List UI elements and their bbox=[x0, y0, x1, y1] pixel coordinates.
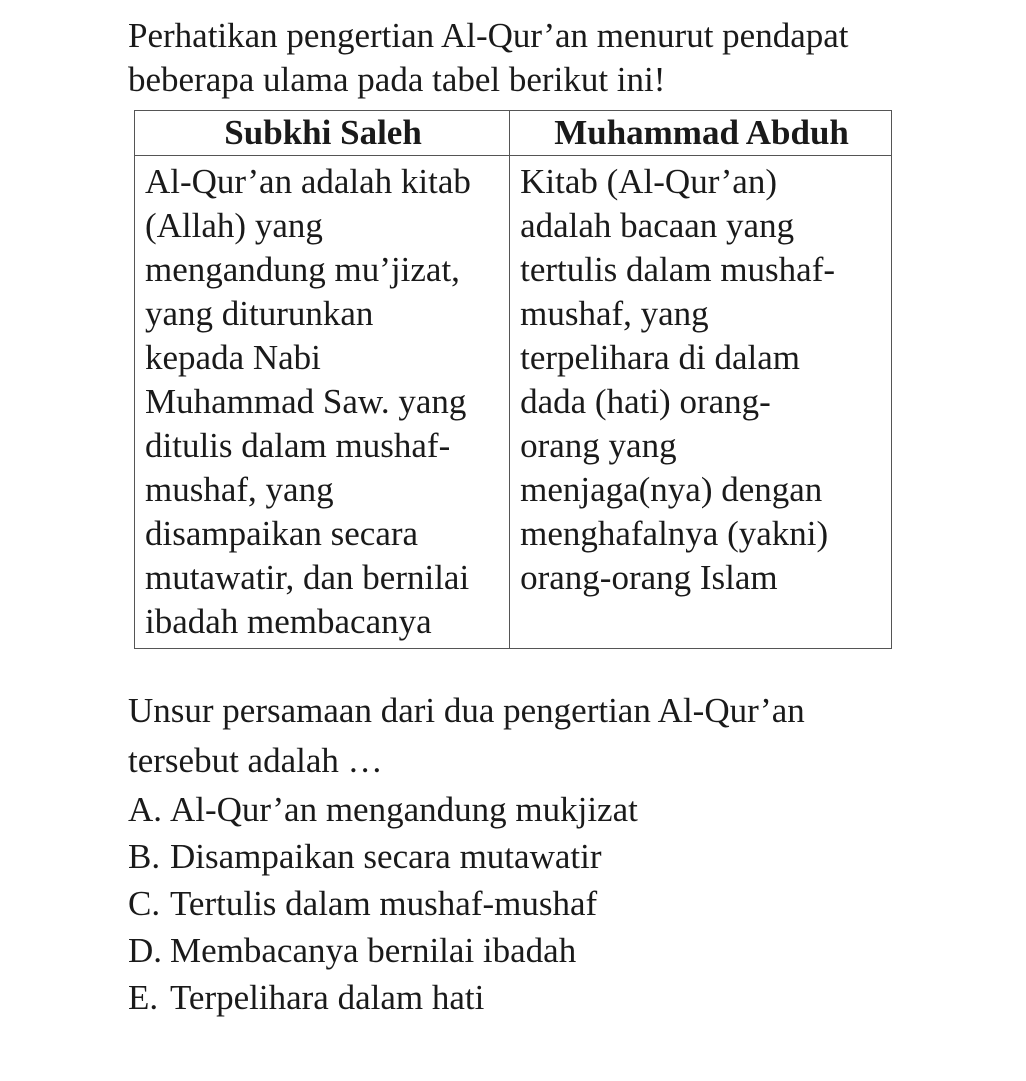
option-text: Tertulis dalam mushaf-mushaf bbox=[170, 884, 598, 923]
table-row bbox=[135, 156, 892, 649]
option-letter: B. bbox=[128, 837, 161, 876]
comparison-table bbox=[134, 110, 892, 649]
option-letter: C. bbox=[128, 884, 161, 923]
option-d bbox=[128, 927, 928, 974]
option-letter: E. bbox=[128, 978, 159, 1017]
definition-muhammad-abduh: Kitab (Al-Qur’an) adalah bacaan yang tertulis dalam mushaf- mushaf, yang terpelihara di dalam dada (hati) orang- orang yang menjaga(nya) dengan menghafalnya (yakni) orang-orang Islam bbox=[510, 156, 892, 649]
option-letter: A. bbox=[128, 790, 163, 829]
definition-subkhi-saleh: Al-Qur’an adalah kitab (Allah) yang mengandung mu’jizat, yang diturunkan kepada Nabi Muhammad Saw. yang ditulis dalam mushaf- mushaf, yang disampaikan secara mutawatir, dan bernilai ibadah membacanya bbox=[135, 156, 510, 649]
option-letter: D. bbox=[128, 931, 163, 970]
intro-block bbox=[128, 14, 928, 102]
question-block bbox=[128, 686, 928, 1021]
question-text: Unsur persamaan dari dua pengertian Al-Qur’an tersebut adalah … bbox=[128, 691, 805, 780]
header-muhammad-abduh: Muhammad Abduh bbox=[510, 111, 892, 156]
option-c bbox=[128, 880, 928, 927]
answer-options bbox=[128, 786, 928, 1021]
option-text: Al-Qur’an mengandung mukjizat bbox=[170, 790, 638, 829]
option-e bbox=[128, 974, 928, 1021]
table-header-row bbox=[135, 111, 892, 156]
option-b bbox=[128, 833, 928, 880]
option-text: Membacanya bernilai ibadah bbox=[170, 931, 577, 970]
header-subkhi-saleh: Subkhi Saleh bbox=[135, 111, 510, 156]
option-text: Terpelihara dalam hati bbox=[170, 978, 485, 1017]
intro-text: Perhatikan pengertian Al-Qur’an menurut pendapat beberapa ulama pada tabel berikut ini! bbox=[128, 16, 849, 99]
option-text: Disampaikan secara mutawatir bbox=[170, 837, 602, 876]
option-a bbox=[128, 786, 928, 833]
